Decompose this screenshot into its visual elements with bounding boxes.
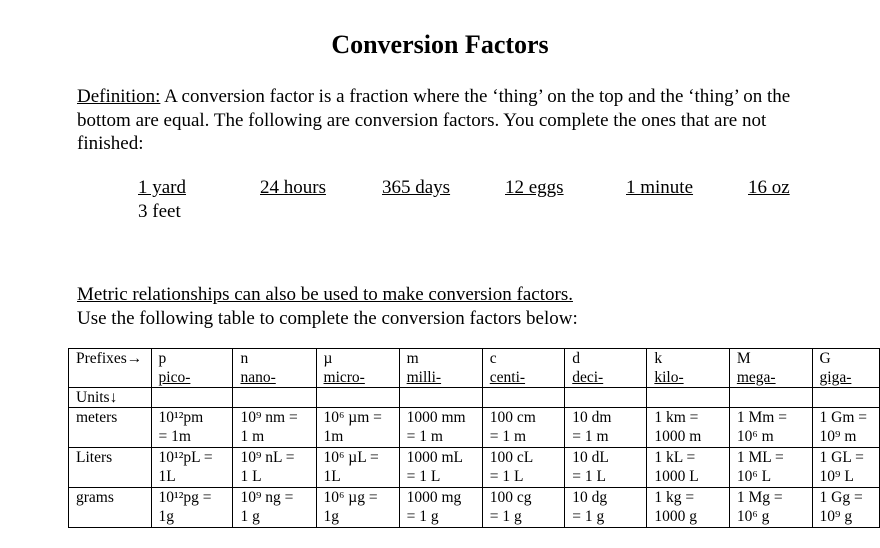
table-cell xyxy=(233,448,316,488)
table-cell xyxy=(151,408,233,448)
cell-line-2: = 1 L xyxy=(406,468,441,485)
fraction-1 xyxy=(138,176,186,224)
prefix-cell xyxy=(233,349,316,388)
prefix-row xyxy=(69,349,880,388)
cell-line-1: 10⁶ µm = xyxy=(323,409,382,426)
cell-line-1: 100 cL xyxy=(489,449,534,466)
prefixes-header: Prefixes→ xyxy=(69,349,152,388)
empty-cell xyxy=(316,388,399,408)
empty-cell xyxy=(647,388,730,408)
table-cell xyxy=(812,488,879,528)
table-cell xyxy=(729,488,812,528)
table-cell xyxy=(647,488,730,528)
empty-cell xyxy=(151,388,233,408)
cell-line-1: 1 ML = xyxy=(736,449,784,466)
cell-line-1: 10⁶ µL = xyxy=(323,449,379,466)
prefix-cell xyxy=(399,349,482,388)
fraction-top: 1 yard xyxy=(138,177,187,198)
empty-cell xyxy=(399,388,482,408)
table-cell xyxy=(812,408,879,448)
table-cell xyxy=(565,488,647,528)
metric-line-1: Metric relationships can also be used to make conversion factors. xyxy=(77,284,573,305)
table-row-liters xyxy=(69,448,880,488)
table-cell xyxy=(647,448,730,488)
cell-line-1: 10¹²pL = xyxy=(158,449,213,466)
cell-line-2: 10⁶ g xyxy=(736,508,770,525)
prefix-symbol: d xyxy=(572,350,580,367)
cell-line-2: = 1 L xyxy=(489,468,524,485)
cell-line-2: 1 g xyxy=(240,508,260,525)
unit-label: grams xyxy=(69,488,152,528)
cell-line-2: 1 L xyxy=(240,468,262,485)
prefix-name: centi- xyxy=(489,369,526,386)
page-title: Conversion Factors xyxy=(331,30,549,59)
prefix-symbol: p xyxy=(158,350,167,367)
empty-cell xyxy=(812,388,879,408)
cell-line-1: 100 cm xyxy=(489,409,536,426)
fraction-bottom: 3 feet xyxy=(138,201,181,222)
table-cell xyxy=(316,488,399,528)
table-cell xyxy=(482,488,564,528)
cell-line-1: 10 dL xyxy=(572,449,609,466)
cell-line-2: 10⁹ m xyxy=(819,428,857,445)
table-cell xyxy=(316,408,399,448)
metric-prefix-table xyxy=(68,348,880,528)
cell-line-2: = 1 m xyxy=(572,428,609,445)
table-cell xyxy=(647,408,730,448)
table-cell xyxy=(399,448,482,488)
cell-line-2: 1L xyxy=(158,468,176,485)
fraction-top: 12 eggs xyxy=(505,177,564,198)
fraction-5 xyxy=(626,176,693,200)
table-row-grams xyxy=(69,488,880,528)
empty-cell xyxy=(482,388,564,408)
cell-line-1: 10 dg xyxy=(572,489,608,506)
cell-line-2: 10⁹ g xyxy=(819,508,853,525)
cell-line-2: = 1 g xyxy=(406,508,439,525)
cell-line-1: 10⁶ µg = xyxy=(323,489,378,506)
cell-line-1: 10⁹ nm = xyxy=(240,409,298,426)
prefix-symbol: k xyxy=(654,350,663,367)
prefix-name: giga- xyxy=(819,369,852,386)
prefix-cell xyxy=(812,349,879,388)
cell-line-2: = 1 g xyxy=(489,508,522,525)
table-cell xyxy=(565,448,647,488)
cell-line-1: 10⁹ nL = xyxy=(240,449,295,466)
cell-line-1: 1 GL = xyxy=(819,449,864,466)
cell-line-1: 1000 mg xyxy=(406,489,462,506)
table-cell xyxy=(399,408,482,448)
table-cell xyxy=(812,448,879,488)
units-row xyxy=(69,388,880,408)
prefix-cell xyxy=(647,349,730,388)
cell-line-2: 10⁹ L xyxy=(819,468,854,485)
table-cell xyxy=(316,448,399,488)
cell-line-1: 100 cg xyxy=(489,489,532,506)
cell-line-1: 10¹²pm xyxy=(158,409,204,426)
cell-line-1: 1000 mL xyxy=(406,449,464,466)
cell-line-1: 1 kL = xyxy=(654,449,696,466)
prefix-symbol: m xyxy=(406,350,419,367)
prefix-name: kilo- xyxy=(654,369,684,386)
cell-line-2: 1g xyxy=(323,508,340,525)
cell-line-2: 10⁶ m xyxy=(736,428,774,445)
metric-line-2: Use the following table to complete the conversion factors below: xyxy=(77,307,578,329)
empty-cell xyxy=(729,388,812,408)
cell-line-1: 10 dm xyxy=(572,409,612,426)
definition-paragraph xyxy=(77,85,817,156)
cell-line-2: 1g xyxy=(158,508,175,525)
cell-line-2: 1m xyxy=(323,428,344,445)
fraction-top: 16 oz xyxy=(748,177,790,198)
cell-line-1: 10¹²pg = xyxy=(158,489,212,506)
prefix-symbol: M xyxy=(736,350,751,367)
prefix-cell xyxy=(482,349,564,388)
cell-line-1: 1 km = xyxy=(654,409,699,426)
prefix-cell xyxy=(316,349,399,388)
units-header: Units↓ xyxy=(69,388,152,408)
cell-line-1: 10⁹ ng = xyxy=(240,489,294,506)
cell-line-1: 1 Gm = xyxy=(819,409,868,426)
table-cell xyxy=(233,488,316,528)
fraction-top: 1 minute xyxy=(626,177,694,198)
fraction-top: 365 days xyxy=(382,177,451,198)
fraction-3 xyxy=(382,176,450,200)
fraction-4 xyxy=(505,176,564,200)
prefix-name: pico- xyxy=(158,369,191,386)
cell-line-2: 1000 m xyxy=(654,428,702,445)
table-cell xyxy=(729,448,812,488)
prefix-cell xyxy=(729,349,812,388)
prefix-symbol: n xyxy=(240,350,249,367)
table-cell xyxy=(729,408,812,448)
prefix-symbol: c xyxy=(489,350,497,367)
prefix-symbol: G xyxy=(819,350,831,367)
fraction-2 xyxy=(260,176,326,200)
prefix-symbol: µ xyxy=(323,350,333,367)
table-cell xyxy=(151,448,233,488)
cell-line-1: 1 Mm = xyxy=(736,409,787,426)
table-cell xyxy=(151,488,233,528)
prefix-name: milli- xyxy=(406,369,442,386)
prefix-name: micro- xyxy=(323,369,365,386)
table-cell xyxy=(482,408,564,448)
table-cell xyxy=(399,488,482,528)
table-row-meters xyxy=(69,408,880,448)
prefix-name: mega- xyxy=(736,369,776,386)
prefix-name: deci- xyxy=(572,369,604,386)
definition-label: Definition: xyxy=(77,86,161,107)
table-cell xyxy=(565,408,647,448)
prefix-cell xyxy=(565,349,647,388)
cell-line-2: 1 m xyxy=(240,428,265,445)
cell-line-2: = 1 m xyxy=(489,428,527,445)
fraction-6 xyxy=(748,176,790,200)
unit-label: meters xyxy=(69,408,152,448)
cell-line-2: = 1m xyxy=(158,428,191,445)
table-cell xyxy=(482,448,564,488)
cell-line-2: = 1 g xyxy=(572,508,605,525)
table-cell xyxy=(233,408,316,448)
cell-line-2: 1000 g xyxy=(654,508,697,525)
empty-cell xyxy=(565,388,647,408)
cell-line-2: 1L xyxy=(323,468,341,485)
cell-line-1: 1 Gg = xyxy=(819,489,863,506)
cell-line-1: 1 Mg = xyxy=(736,489,783,506)
definition-text: A conversion factor is a fraction where the ‘thing’ on the top and the ‘thing’ on the bottom are equal. The following are conversion factors. You complete the ones that are not finished: xyxy=(77,86,791,154)
fraction-top: 24 hours xyxy=(260,177,326,198)
cell-line-2: = 1 L xyxy=(572,468,606,485)
prefix-name: nano- xyxy=(240,369,276,386)
prefix-cell xyxy=(151,349,233,388)
empty-cell xyxy=(233,388,316,408)
cell-line-1: 1 kg = xyxy=(654,489,695,506)
unit-label: Liters xyxy=(69,448,152,488)
metric-intro xyxy=(77,283,578,330)
cell-line-2: 10⁶ L xyxy=(736,468,772,485)
cell-line-2: = 1 m xyxy=(406,428,443,445)
cell-line-2: 1000 L xyxy=(654,468,699,485)
cell-line-1: 1000 mm xyxy=(406,409,466,426)
